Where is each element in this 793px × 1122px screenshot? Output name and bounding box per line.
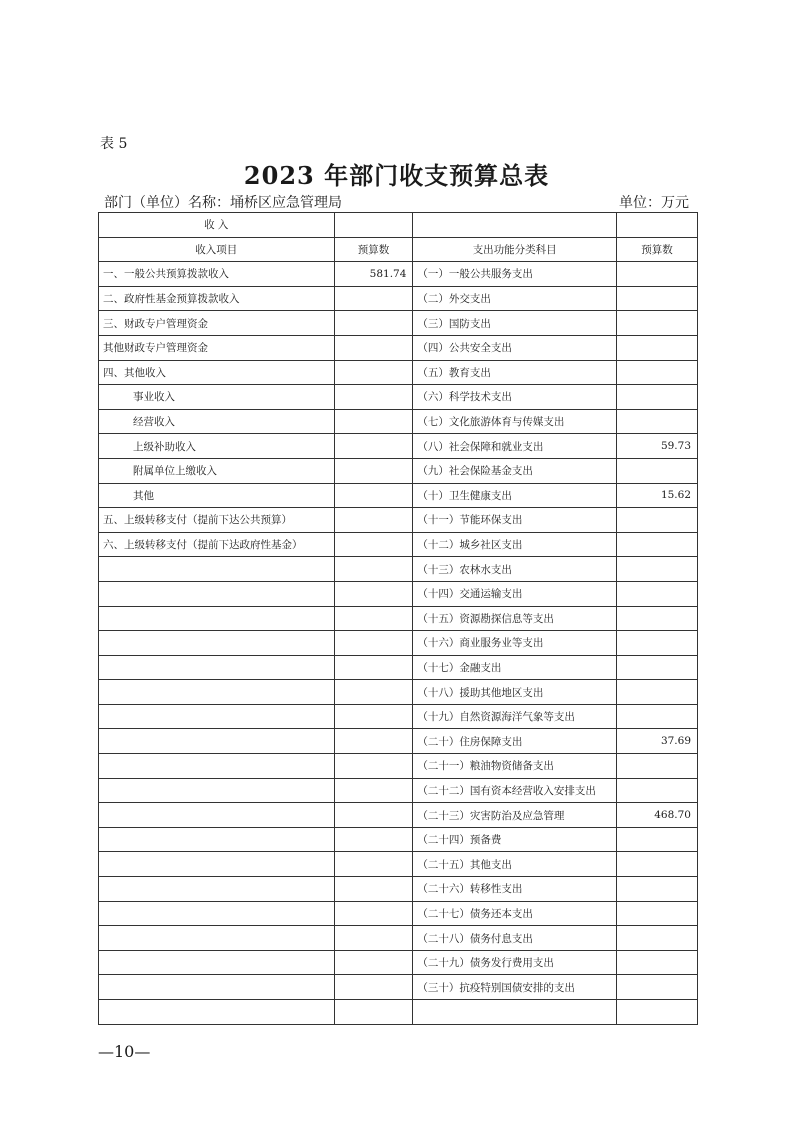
income-budget-cell: [334, 680, 413, 705]
table-row: [99, 803, 698, 828]
table-row: [99, 262, 698, 287]
table-row: [99, 286, 698, 311]
income-item-cell: [99, 877, 335, 902]
income-budget-cell: [334, 434, 413, 459]
table-row: [99, 950, 698, 975]
expense-item-cell: （十二）城乡社区支出: [413, 532, 617, 557]
budget-table: [98, 212, 698, 1025]
expense-budget-cell: [616, 409, 697, 434]
expense-budget-cell: [616, 852, 697, 877]
table-label: 表 5: [100, 136, 128, 152]
income-item-cell: [99, 975, 335, 1000]
expense-budget-cell: [616, 901, 697, 926]
income-item-header: 收入项目: [99, 237, 335, 262]
income-item-cell: 其他: [99, 483, 335, 508]
expense-item-cell: [413, 1000, 617, 1025]
table-row: [99, 434, 698, 459]
expense-item-cell: （二十六）转移性支出: [413, 877, 617, 902]
income-group-header: 收 入: [99, 213, 335, 238]
income-budget-cell: [334, 360, 413, 385]
expense-budget-cell: [616, 877, 697, 902]
department-name: 部门（单位）名称：埇桥区应急管理局: [104, 195, 342, 211]
expense-budget-cell: 468.70: [616, 803, 697, 828]
expense-item-cell: （二十四）预备费: [413, 827, 617, 852]
income-item-cell: 三、财政专户管理资金: [99, 311, 335, 336]
income-budget-cell: [334, 311, 413, 336]
income-budget-cell: [334, 655, 413, 680]
table-row: [99, 508, 698, 533]
expense-item-cell: （十）卫生健康支出: [413, 483, 617, 508]
table-row: [99, 581, 698, 606]
income-item-cell: [99, 704, 335, 729]
income-item-cell: [99, 729, 335, 754]
expense-item-cell: （二十）住房保障支出: [413, 729, 617, 754]
income-item-cell: [99, 1000, 335, 1025]
expense-budget-cell: [616, 680, 697, 705]
expense-item-cell: （二）外交支出: [413, 286, 617, 311]
expense-budget-cell: [616, 827, 697, 852]
expense-budget-cell: 15.62: [616, 483, 697, 508]
expense-budget-cell: [616, 286, 697, 311]
expense-budget-cell: [616, 557, 697, 582]
table-row: [99, 852, 698, 877]
income-item-cell: [99, 631, 335, 656]
income-item-cell: [99, 680, 335, 705]
expense-item-cell: （十八）援助其他地区支出: [413, 680, 617, 705]
table-row: [99, 385, 698, 410]
table-row: [99, 827, 698, 852]
table-row: [99, 631, 698, 656]
income-item-cell: [99, 655, 335, 680]
table-row: [99, 655, 698, 680]
income-budget-cell: [334, 975, 413, 1000]
expense-budget-cell: [616, 360, 697, 385]
table-row: [99, 680, 698, 705]
expense-item-header: 支出功能分类科目: [413, 237, 617, 262]
expense-item-cell: （二十九）债务发行费用支出: [413, 950, 617, 975]
expense-budget-cell: [616, 778, 697, 803]
table-row: [99, 704, 698, 729]
table-row: [99, 926, 698, 951]
expense-budget-cell: [616, 311, 697, 336]
expense-item-cell: （六）科学技术支出: [413, 385, 617, 410]
income-item-cell: 其他财政专户管理资金: [99, 335, 335, 360]
expense-budget-cell: [616, 508, 697, 533]
income-budget-cell: [334, 704, 413, 729]
income-budget-cell: [334, 483, 413, 508]
expense-item-cell: （二十七）债务还本支出: [413, 901, 617, 926]
header-group-blank: [334, 213, 413, 238]
income-budget-cell: [334, 926, 413, 951]
expense-item-cell: （七）文化旅游体育与传媒支出: [413, 409, 617, 434]
expense-budget-cell: [616, 975, 697, 1000]
expense-item-cell: （十六）商业服务业等支出: [413, 631, 617, 656]
income-budget-cell: [334, 901, 413, 926]
income-item-cell: 六、上级转移支付（提前下达政府性基金）: [99, 532, 335, 557]
table-row: [99, 754, 698, 779]
income-budget-cell: [334, 877, 413, 902]
income-item-cell: [99, 606, 335, 631]
expense-item-cell: （十一）节能环保支出: [413, 508, 617, 533]
column-header-row: [99, 237, 698, 262]
income-budget-cell: [334, 508, 413, 533]
income-budget-cell: [334, 1000, 413, 1025]
income-budget-cell: [334, 286, 413, 311]
table-row: [99, 729, 698, 754]
table-row: [99, 483, 698, 508]
expense-budget-cell: [616, 754, 697, 779]
expense-budget-cell: [616, 532, 697, 557]
income-item-cell: 四、其他收入: [99, 360, 335, 385]
income-budget-cell: [334, 729, 413, 754]
income-budget-cell: [334, 803, 413, 828]
income-item-cell: 五、上级转移支付（提前下达公共预算）: [99, 508, 335, 533]
expense-item-cell: （九）社会保险基金支出: [413, 458, 617, 483]
income-budget-cell: [334, 606, 413, 631]
expense-budget-cell: [616, 606, 697, 631]
expense-budget-cell: [616, 631, 697, 656]
income-item-cell: 上级补助收入: [99, 434, 335, 459]
expense-budget-cell: [616, 385, 697, 410]
table-row: [99, 778, 698, 803]
unit-label: 单位：万元: [619, 195, 689, 211]
income-item-cell: 附属单位上缴收入: [99, 458, 335, 483]
income-budget-cell: [334, 950, 413, 975]
expense-item-cell: （二十五）其他支出: [413, 852, 617, 877]
expense-item-cell: （十三）农林水支出: [413, 557, 617, 582]
income-budget-cell: [334, 581, 413, 606]
income-item-cell: [99, 827, 335, 852]
expense-item-cell: （二十二）国有资本经营收入安排支出: [413, 778, 617, 803]
expense-item-cell: （二十三）灾害防治及应急管理: [413, 803, 617, 828]
table-row: [99, 557, 698, 582]
income-budget-cell: [334, 778, 413, 803]
expense-item-cell: （一）一般公共服务支出: [413, 262, 617, 287]
income-item-cell: [99, 754, 335, 779]
income-item-cell: [99, 803, 335, 828]
expense-item-cell: （十四）交通运输支出: [413, 581, 617, 606]
income-item-cell: [99, 950, 335, 975]
table-row: [99, 975, 698, 1000]
income-budget-cell: [334, 631, 413, 656]
expense-item-cell: （十七）金融支出: [413, 655, 617, 680]
table-row: [99, 532, 698, 557]
expense-item-cell: （四）公共安全支出: [413, 335, 617, 360]
income-budget-cell: [334, 458, 413, 483]
table-row: [99, 409, 698, 434]
expense-item-cell: （十五）资源勘探信息等支出: [413, 606, 617, 631]
expense-item-cell: （八）社会保障和就业支出: [413, 434, 617, 459]
expense-budget-cell: 59.73: [616, 434, 697, 459]
income-budget-cell: [334, 557, 413, 582]
expense-item-cell: （十九）自然资源海洋气象等支出: [413, 704, 617, 729]
income-item-cell: 事业收入: [99, 385, 335, 410]
table-row: [99, 1000, 698, 1025]
table-row: [99, 901, 698, 926]
income-item-cell: [99, 926, 335, 951]
header-group-blank: [616, 213, 697, 238]
income-item-cell: [99, 852, 335, 877]
expense-budget-cell: [616, 581, 697, 606]
income-budget-cell: [334, 335, 413, 360]
expense-budget-header: 预算数: [616, 237, 697, 262]
expense-budget-cell: [616, 926, 697, 951]
table-row: [99, 606, 698, 631]
income-item-cell: [99, 901, 335, 926]
expense-item-cell: （三）国防支出: [413, 311, 617, 336]
income-budget-cell: [334, 409, 413, 434]
income-budget-cell: [334, 827, 413, 852]
income-item-cell: [99, 581, 335, 606]
page-number: —10—: [98, 1042, 151, 1061]
income-item-cell: 经营收入: [99, 409, 335, 434]
expense-budget-cell: [616, 1000, 697, 1025]
expense-item-cell: （二十八）债务付息支出: [413, 926, 617, 951]
income-item-cell: [99, 778, 335, 803]
expense-item-cell: （三十）抗疫特别国债安排的支出: [413, 975, 617, 1000]
expense-budget-cell: [616, 704, 697, 729]
income-item-cell: [99, 557, 335, 582]
income-budget-cell: [334, 532, 413, 557]
income-budget-cell: [334, 754, 413, 779]
table-row: [99, 877, 698, 902]
header-group-row: [99, 213, 698, 238]
income-budget-cell: [334, 852, 413, 877]
income-item-cell: 一、一般公共预算拨款收入: [99, 262, 335, 287]
income-budget-cell: 581.74: [334, 262, 413, 287]
table-row: [99, 360, 698, 385]
expense-budget-cell: [616, 950, 697, 975]
income-budget-cell: [334, 385, 413, 410]
income-budget-header: 预算数: [334, 237, 413, 262]
table-row: [99, 311, 698, 336]
expense-item-cell: （二十一）粮油物资储备支出: [413, 754, 617, 779]
expense-budget-cell: [616, 262, 697, 287]
expense-budget-cell: 37.69: [616, 729, 697, 754]
page-title: 2023 年部门收支预算总表: [243, 161, 550, 190]
expense-budget-cell: [616, 458, 697, 483]
expense-budget-cell: [616, 335, 697, 360]
income-item-cell: 二、政府性基金预算拨款收入: [99, 286, 335, 311]
expense-group-header: [413, 213, 617, 238]
expense-budget-cell: [616, 655, 697, 680]
table-row: [99, 458, 698, 483]
expense-item-cell: （五）教育支出: [413, 360, 617, 385]
table-row: [99, 335, 698, 360]
